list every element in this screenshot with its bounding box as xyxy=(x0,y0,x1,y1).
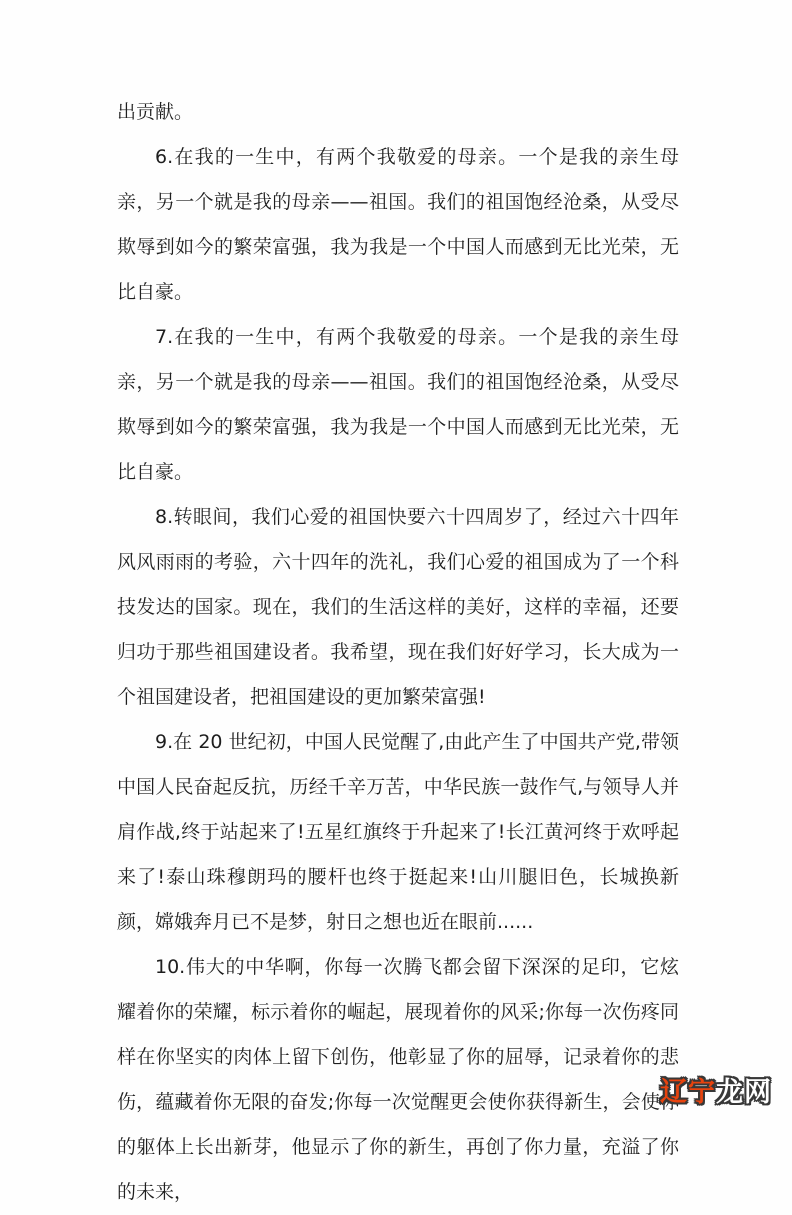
watermark-brand-prefix: 辽宁 xyxy=(660,1077,716,1108)
paragraph-item-6: 6.在我的一生中，有两个我敬爱的母亲。一个是我的亲生母亲，另一个就是我的母亲——祖国。我们的祖国饱经沧桑，从受尽欺辱到如今的繁荣富强，我为我是一个中国人而感到无比光荣，无比自豪。 xyxy=(117,146,679,303)
watermark-logo xyxy=(660,1079,772,1106)
document-body xyxy=(117,90,679,1215)
watermark-brand-suffix: 龙网 xyxy=(716,1077,772,1108)
paragraph-item-10: 10.伟大的中华啊，你每一次腾飞都会留下深深的足印，它炫耀着你的荣耀，标示着你的崛起，展现着你的风采;你每一次伤疼同样在你坚实的肉体上留下创伤，他彰显了你的屈辱，记录着你的悲伤，蕴藏着你无限的奋发;你每一次觉醒更会使你获得新生，会使你的躯体上长出新芽，他显示了你的新生，再创了你力量，充溢了你的未来， xyxy=(117,956,679,1203)
paragraph-item-7: 7.在我的一生中，有两个我敬爱的母亲。一个是我的亲生母亲，另一个就是我的母亲——祖国。我们的祖国饱经沧桑，从受尽欺辱到如今的繁荣富强，我为我是一个中国人而感到无比光荣，无比自豪。 xyxy=(117,326,679,483)
paragraph-item-9: 9.在 20 世纪初，中国人民觉醒了,由此产生了中国共产党,带领中国人民奋起反抗，历经千辛万苦，中华民族一鼓作气,与领导人并肩作战,终于站起来了!五星红旗终于升起来了!长江黄河终于欢呼起来了!泰山珠穆朗玛的腰杆也终于挺起来!山川腿旧色，长城换新颜，嫦娥奔月已不是梦，射日之想也近在眼前...... xyxy=(117,731,679,933)
paragraph-continuation: 出贡献。 xyxy=(117,101,194,123)
paragraph-item-8: 8.转眼间，我们心爱的祖国快要六十四周岁了，经过六十四年风风雨雨的考验，六十四年的洗礼，我们心爱的祖国成为了一个科技发达的国家。现在，我们的生活这样的美好，这样的幸福，还要归功于那些祖国建设者。我希望，现在我们好好学习，长大成为一个祖国建设者，把祖国建设的更加繁荣富强! xyxy=(117,506,679,708)
